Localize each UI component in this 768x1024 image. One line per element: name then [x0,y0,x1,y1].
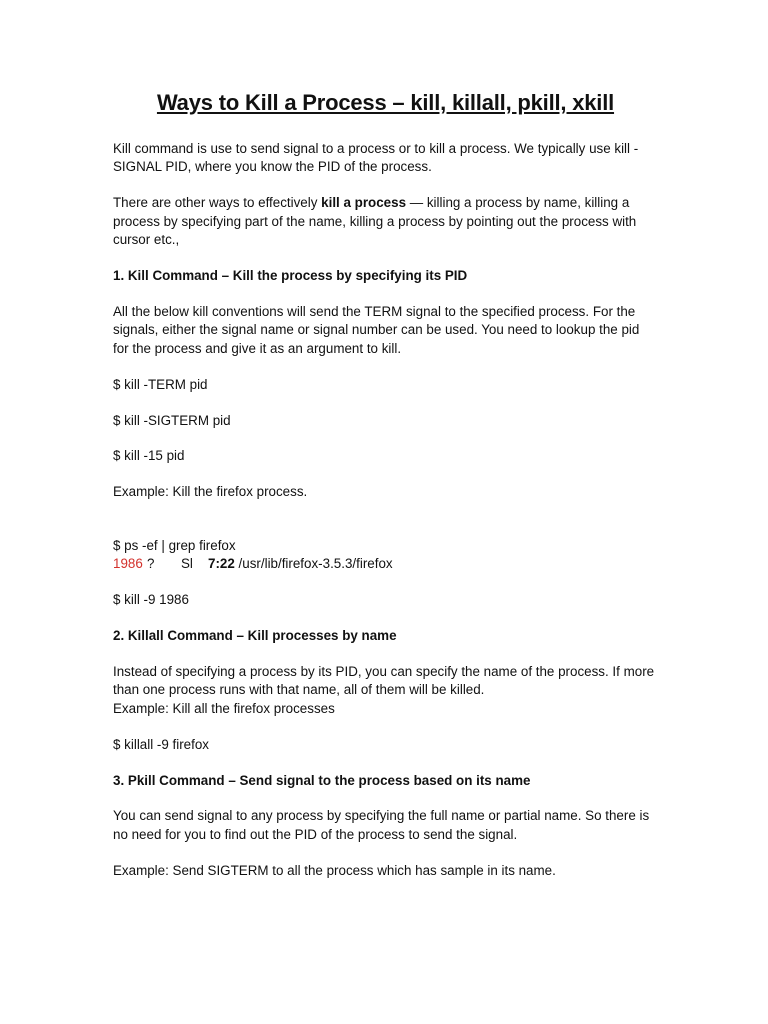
section3-heading: 3. Pkill Command – Send signal to the process based on its name [113,772,531,788]
section3-example: Example: Send SIGTERM to all the process which has sample in its name. [113,862,556,878]
section3-body: You can send signal to any process by specifying the full name or partial name. So there is no need for you to find out the PID of the process to send the signal. [113,808,650,842]
command-kill-sigterm: $ kill -SIGTERM pid [113,412,231,428]
command-kill-15: $ kill -15 pid [113,448,185,464]
page-title: Ways to Kill a Process – kill, killall, pkill, xkill [156,90,615,115]
ps-output-time: 7:22 [208,556,235,572]
ps-output-line [113,555,658,573]
ps-output-tty: ? [147,556,155,572]
ps-output-pid: 1986 [113,556,143,572]
intro-text-pre: There are other ways to effectively [113,195,322,211]
section1-heading: 1. Kill Command – Kill the process by specifying its PID [113,268,468,284]
section1-example: Example: Kill the firefox process. [113,484,308,500]
intro-paragraph-2 [113,194,658,249]
command-kill-9-1986: $ kill -9 1986 [113,592,189,608]
section2-heading: 2. Killall Command – Kill processes by name [113,628,397,643]
intro-bold-text: kill a process [321,195,407,211]
intro-paragraph: Kill command is use to send signal to a process or to kill a process. We typically use kill -SIGNAL PID, where you know the PID of the process. [113,141,639,175]
section1-body: All the below kill conventions will send the TERM signal to the specified process. For the signals, either the signal name or signal number can be used. You need to lookup the pid for the process and give it as an argument to kill. [113,303,640,356]
ps-output-stat: Sl [181,556,193,572]
command-ps-grep: $ ps -ef | grep firefox [113,537,236,553]
command-killall: $ killall -9 firefox [113,736,209,752]
section2-body: Instead of specifying a process by its PID, you can specify the name of the process. If more than one process runs with that name, all of them will be killed. [113,663,655,698]
ps-output-path: /usr/lib/firefox-3.5.3/firefox [238,556,393,572]
command-kill-term: $ kill -TERM pid [113,376,208,392]
intro-text-post: — killing a process by name, killing a process by specifying part of the name, killing a process by pointing out the process with cursor etc., [113,195,637,248]
section2-example: Example: Kill all the firefox processes [113,700,335,716]
